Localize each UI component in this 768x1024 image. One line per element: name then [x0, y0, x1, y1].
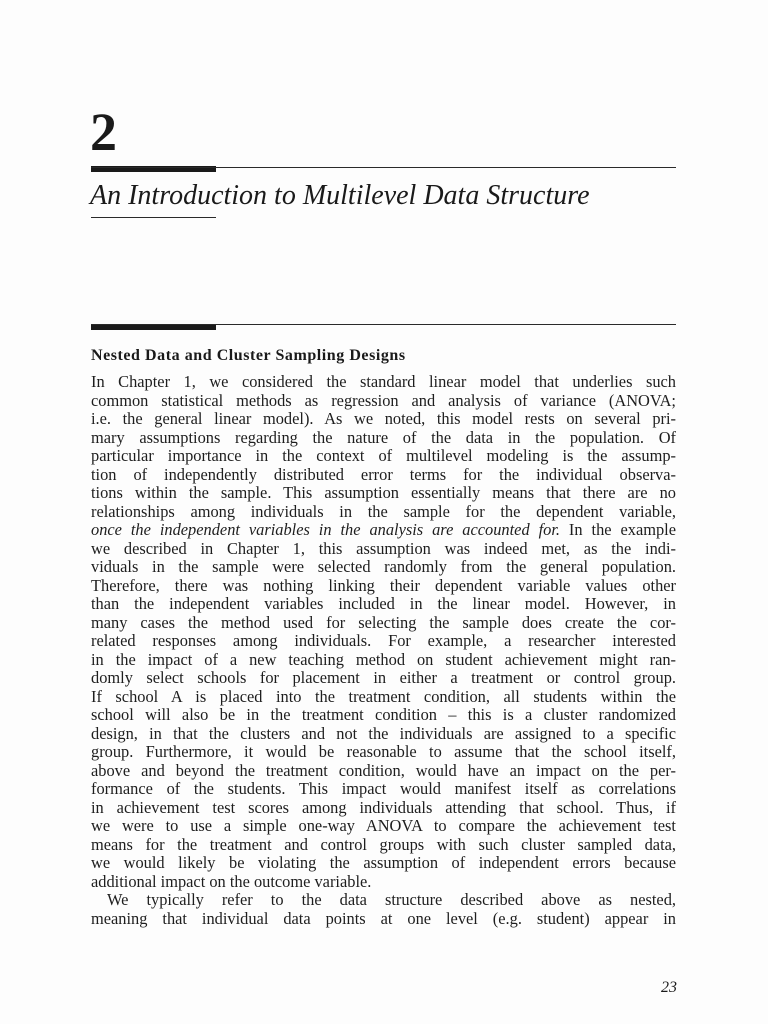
text-line: Therefore, there was nothing linking their dependent variable values other — [91, 576, 676, 595]
text-line: school will also be in the treatment condition – this is a cluster randomized — [91, 706, 676, 724]
text-line: above and beyond the treatment condition, would have an impact on the per- — [91, 761, 676, 780]
text-line: We typically refer to the data structure described above as nested, — [107, 891, 676, 909]
text-line: i.e. the general linear model). As we noted, this model rests on several pri- — [91, 410, 676, 428]
text-line: many cases the method used for selecting the sample does create the cor- — [91, 613, 676, 632]
text-line: additional impact on the outcome variable. — [91, 872, 372, 891]
text-line: related responses among individuals. For example, a researcher interested — [91, 632, 676, 650]
text-line: we described in Chapter 1, this assumption was indeed met, as the indi- — [91, 539, 676, 558]
body-text — [91, 373, 676, 928]
chapter-title: An Introduction to Multilevel Data Structure — [90, 180, 590, 211]
text-line: in the impact of a new teaching method on student achievement might ran- — [91, 650, 676, 669]
text-line: meaning that individual data points at one level (e.g. student) appear in — [91, 909, 676, 928]
text-line: particular importance in the context of multilevel modeling is the assump- — [91, 447, 676, 465]
text-line: tion of independently distributed error terms for the individual observa- — [91, 465, 676, 484]
text-line: tions within the sample. This assumption essentially means that there are no — [91, 484, 676, 502]
text-line: relationships among individuals in the sample for the dependent variable, — [91, 502, 676, 521]
chapter-number: 2 — [90, 102, 117, 162]
page-number: 23 — [661, 979, 677, 996]
title-underline-rule — [91, 217, 216, 218]
text-line: domly select schools for placement in either a treatment or control group. — [91, 669, 676, 687]
italic-phrase: once the independent variables in the analysis are accounted for. — [91, 521, 560, 539]
text-line: we were to use a simple one-way ANOVA to compare the achievement test — [91, 817, 676, 835]
chapter-rule-thin — [91, 167, 676, 168]
text-line: common statistical methods as regression and analysis of variance (ANOVA; — [91, 391, 676, 410]
text-line: group. Furthermore, it would be reasonable to assume that the school itself, — [91, 743, 676, 761]
text-line: If school A is placed into the treatment condition, all students within the — [91, 687, 676, 706]
text-line: mary assumptions regarding the nature of the data in the population. Of — [91, 428, 676, 447]
paragraph-1 — [91, 373, 676, 891]
text-line: viduals in the sample were selected randomly from the general population. — [91, 558, 676, 576]
text-line: design, in that the clusters and not the individuals are assigned to a specific — [91, 724, 676, 743]
text-line: in achievement test scores among individuals attending that school. Thus, if — [91, 798, 676, 817]
section-heading: Nested Data and Cluster Sampling Designs — [91, 347, 406, 364]
section-rule-thin — [91, 324, 676, 325]
text-line: than the independent variables included in the linear model. However, in — [91, 595, 676, 613]
text-line: formance of the students. This impact would manifest itself as correlations — [91, 780, 676, 798]
text-fragment: In the example — [560, 521, 676, 539]
text-line: we would likely be violating the assumption of independent errors because — [91, 854, 676, 872]
text-line: means for the treatment and control groups with such cluster sampled data, — [91, 835, 676, 854]
paragraph-2 — [91, 891, 676, 928]
text-line: In Chapter 1, we considered the standard linear model that underlies such — [91, 373, 676, 391]
text-line-mixed — [91, 521, 676, 540]
